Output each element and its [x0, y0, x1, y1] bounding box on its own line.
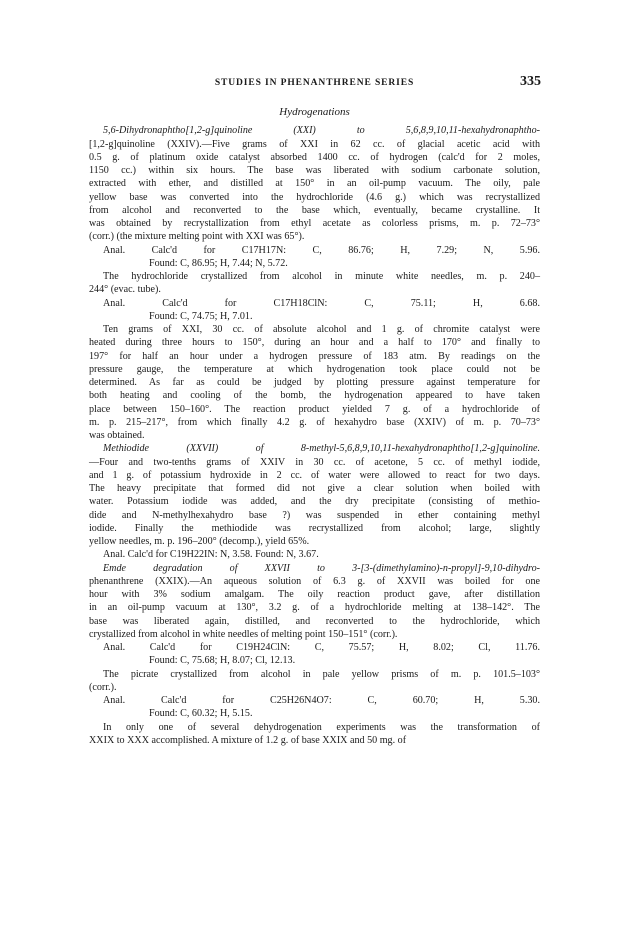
text-line: heated during three hours to 150°, during an hour and a half to 170° and finally to — [89, 337, 540, 349]
text-line: 197° for half an hour under a hydrogen pressure of 183 atm. By readings on the — [89, 350, 540, 362]
analysis-block — [89, 548, 540, 561]
text-line: Found: C, 75.68; H, 8.07; Cl, 12.13. — [149, 655, 296, 667]
running-title: STUDIES IN PHENANTHRENE SERIES — [214, 78, 415, 88]
text-line: pressure gauge, the temperature at which hydrogenation took place could not be — [89, 363, 540, 375]
text-line: hour with 3% sodium amalgam. The oily reaction product gave, after distillation — [89, 589, 540, 600]
text-line: in an oil-pump vacuum at 130°, 3.2 g. of a hydrochloride melting at 138–142°. The — [89, 602, 540, 614]
analysis-block — [89, 641, 540, 668]
paragraph — [89, 270, 540, 297]
text-line: Emde degradation of XXVII to 3-[3-(dimethylamino)-n-propyl]-9,10-dihydro- — [103, 562, 540, 574]
text-line: crystallized from alcohol in white needles of melting point 150–151° (corr.). — [89, 628, 398, 640]
text-line: Found: C, 86.95; H, 7.44; N, 5.72. — [149, 257, 288, 269]
text-line: —Four and two-tenths grams of XXIV in 30 cc. of acetone, 5 cc. of methyl iodide, — [89, 456, 540, 468]
analysis-block — [89, 244, 540, 271]
section-heading: Hydrogenations — [279, 106, 350, 118]
text-line: (corr.) (the mixture melting point with XXI was 65°). — [89, 231, 305, 243]
text-line: The heavy precipitate that formed did not give a clear solution when boiled with — [89, 483, 540, 494]
paragraph — [89, 124, 540, 243]
page-number: 335 — [520, 74, 541, 89]
paragraph — [89, 562, 540, 642]
paragraph — [89, 323, 540, 442]
text-line: In only one of several dehydrogenation experiments was the transformation of — [103, 721, 540, 733]
text-line: dide and N-methylhexahydro base ?) was suspended in ether containing methyl — [89, 509, 540, 521]
paragraph — [89, 442, 540, 548]
text-line: Found: C, 74.75; H, 7.01. — [149, 310, 253, 322]
text-line: iodide. Finally the methiodide was recrystallized from alcohol; large, slightly — [89, 522, 540, 534]
text-line: both heating and cooling of the bomb, the hydrogenation appeared to have taken — [89, 390, 540, 402]
text-line: Anal. Calc'd for C17H18ClN: C, 75.11; H, 6.68. — [103, 297, 540, 309]
text-line: [1,2-g]quinoline (XXIV).—Five grams of XXI in 62 cc. of glacial acetic acid with — [89, 138, 540, 150]
text-line: Anal. Calc'd for C25H26N4O7: C, 60.70; H, 5.30. — [103, 695, 540, 706]
text-line: yellow base was converted into the hydrochloride (4.6 g.) which was recrystallized — [89, 191, 540, 203]
text-line: water. Potassium iodide was added, and the dry precipitate (consisting of methio- — [89, 496, 540, 508]
text-line: extracted with ether, and distilled at 150° in an oil-pump vacuum. The oily, pale — [89, 178, 540, 190]
text-line: 5,6-Dihydronaphtho[1,2-g]quinoline (XXI) to 5,6,8,9,10,11-hexahydronaphtho- — [103, 125, 540, 137]
text-line: was obtained by recrystallization from ethyl acetate as colorless prisms, m. p. 72–73° — [89, 218, 540, 229]
text-line: and 1 g. of potassium hydroxide in 2 cc. of water were allowed to react for two days. — [89, 469, 540, 481]
running-header — [0, 74, 629, 94]
text-line: The hydrochloride crystallized from alcohol in minute white needles, m. p. 240– — [103, 271, 540, 282]
text-line: yellow needles, m. p. 196–200° (decomp.), yield 65%. — [89, 536, 310, 547]
text-line: 1150 cc.) within six hours. The base was liberated with sodium carbonate solution, — [89, 165, 540, 176]
text-line: was obtained. — [89, 430, 145, 441]
text-line: The picrate crystallized from alcohol in pale yellow prisms of m. p. 101.5–103° — [103, 668, 540, 680]
text-line: place between 150–160°. The reaction product yielded 7 g. of a hydrochloride of — [89, 403, 540, 415]
analysis-block — [89, 694, 540, 721]
text-line: 0.5 g. of platinum oxide catalyst absorbed 1400 cc. of hydrogen (calc'd for 2 moles, — [89, 151, 540, 163]
text-line: Anal. Calc'd for C17H17N: C, 86.76; H, 7.29; N, 5.96. — [103, 244, 540, 256]
text-line: Methiodide (XXVII) of 8-methyl-5,6,8,9,10,11-hexahydronaphtho[1,2-g]quinoline. — [103, 443, 540, 455]
paragraph — [89, 721, 540, 748]
text-line: (corr.). — [89, 681, 117, 693]
body-text — [89, 106, 540, 747]
text-line: phenanthrene (XXIX).—An aqueous solution of 6.3 g. of XXVII was boiled for one — [89, 575, 540, 587]
text-line: 244° (evac. tube). — [89, 284, 161, 296]
text-line: Ten grams of XXI, 30 cc. of absolute alcohol and 1 g. of chromite catalyst were — [103, 324, 540, 335]
text-line: determined. As far as could be judged by plotting pressure against temperature for — [89, 377, 540, 388]
text-line: base was liberated again, distilled, and reconverted to the hydrochloride, which — [89, 615, 540, 627]
text-line: XXIX to XXX accomplished. A mixture of 1.2 g. of base XXIX and 50 mg. of — [89, 734, 407, 746]
text-line: Anal. Calc'd for C19H22IN: N, 3.58. Found: N, 3.67. — [103, 549, 319, 561]
text-line: Found: C, 60.32; H, 5.15. — [149, 708, 253, 720]
analysis-block — [89, 297, 540, 324]
paragraph — [89, 668, 540, 695]
text-line: Anal. Calc'd for C19H24ClN: C, 75.57; H, 8.02; Cl, 11.76. — [103, 642, 540, 653]
text-line: from alcohol and reconverted to the base which, eventually, became crystalline. It — [89, 204, 540, 216]
text-line: m. p. 215–217°, from which finally 4.2 g. of hexahydro base (XXIV) of m. p. 70–73° — [89, 416, 540, 428]
